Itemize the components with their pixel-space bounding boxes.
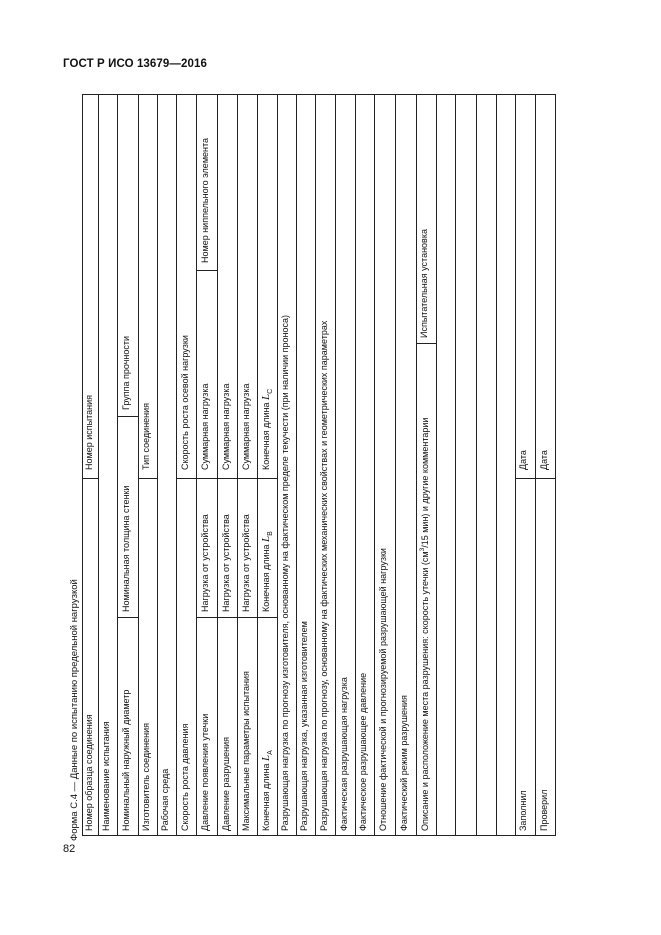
cell-max-total-load: Суммарная нагрузка <box>241 383 251 470</box>
cell-divider <box>82 478 99 479</box>
col-line <box>515 94 516 836</box>
col-line <box>157 94 158 836</box>
col-line <box>138 94 139 836</box>
col-line <box>374 94 375 836</box>
cell-pressure-rate: Скорость роста давления <box>180 723 190 831</box>
cell-nipple-number: Номер ниппельного элемента <box>200 137 210 263</box>
col-line <box>416 94 417 836</box>
cell-leak-device-load: Нагрузка от устройства <box>200 514 210 612</box>
col-line <box>315 94 316 836</box>
cell-divider <box>416 343 436 344</box>
col-line <box>455 94 456 836</box>
cell-max-device-load: Нагрузка от устройства <box>241 514 251 612</box>
cell-checked: Проверил <box>539 789 549 831</box>
cell-burst-pressure: Давление разрушения <box>221 737 231 831</box>
cell-date-2: Дата <box>539 450 549 470</box>
cell-divider <box>117 416 138 417</box>
cell-connection-type: Тип соединения <box>141 402 151 470</box>
cell-nominal-diameter: Номинальный наружный диаметр <box>121 689 131 831</box>
cell-burst-device-load: Нагрузка от устройства <box>221 514 231 612</box>
document-header-title: ГОСТ Р ИСО 13679—2016 <box>63 58 208 70</box>
cell-divider <box>257 617 277 618</box>
cell-divider <box>196 478 217 479</box>
col-line <box>196 94 197 836</box>
col-line <box>277 94 278 836</box>
col-line <box>296 94 297 836</box>
cell-divider <box>117 617 138 618</box>
cell-manufacturer-load: Разрушающая нагрузка, указанная изготовителем <box>299 621 309 831</box>
col-line <box>436 94 437 836</box>
col-line <box>98 94 99 836</box>
cell-divider <box>515 478 556 479</box>
cell-filled: Заполнил <box>518 790 528 831</box>
cell-divider <box>217 617 237 618</box>
cell-work-medium: Рабочая среда <box>160 768 170 831</box>
cell-nominal-wall: Номинальная толщина стенки <box>121 485 131 612</box>
cell-max-params: Максимальные параметры испытания <box>241 671 251 831</box>
cell-final-length-a: Конечная длина $L_A$ <box>260 750 274 831</box>
cell-ratio: Отношение фактической и прогнозируемой разрушающей нагрузки <box>378 548 388 831</box>
col-line <box>476 94 477 836</box>
cell-divider <box>196 270 217 271</box>
cell-failure-mode: Фактический режим разрушения <box>399 695 409 831</box>
cell-leak-pressure: Давление появления утечки <box>200 713 210 831</box>
cell-manufacturer: Изготовитель соединения <box>141 722 151 831</box>
cell-test-number: Номер испытания <box>84 395 94 470</box>
cell-final-length-b: Конечная длина $L_B$ <box>260 531 274 612</box>
form-caption: Форма С.4 — Данные по испытанию предельной нагрузкой <box>69 579 80 841</box>
cell-test-rig: Испытательная установка <box>419 229 429 338</box>
cell-burst-total-load: Суммарная нагрузка <box>221 383 231 470</box>
col-line <box>335 94 336 836</box>
cell-leak-total-load: Суммарная нагрузка <box>200 383 210 470</box>
col-line <box>257 94 258 836</box>
cell-final-length-c: Конечная длина $L_C$ <box>260 388 274 470</box>
col-line <box>496 94 497 836</box>
cell-description: Описание и расположение места разрушения: скорость утечки ($см^3/15$ мин) и другие комментарии <box>419 417 430 831</box>
cell-strength-group: Группа прочности <box>121 335 131 410</box>
cell-actual-burst-load: Фактическая разрушающая нагрузка <box>339 677 349 831</box>
cell-divider <box>196 617 217 618</box>
col-line <box>237 94 238 836</box>
cell-actual-burst-pressure: Фактическое разрушающее давление <box>358 672 368 831</box>
cell-divider <box>138 478 157 479</box>
cell-divider <box>176 478 196 479</box>
col-line <box>535 94 536 836</box>
col-line <box>355 94 356 836</box>
cell-divider <box>237 478 257 479</box>
col-line <box>217 94 218 836</box>
col-line <box>117 94 118 836</box>
cell-test-name: Наименование испытания <box>101 721 111 831</box>
cell-date-1: Дата <box>518 450 528 470</box>
cell-divider <box>217 478 237 479</box>
cell-sample-number: Номер образца соединения <box>84 714 94 831</box>
cell-divider <box>237 617 257 618</box>
cell-forecast-properties: Разрушающая нагрузка по прогнозу, основанному на фактических механических свойствах и геометрических параметрах <box>319 320 329 831</box>
cell-forecast-manufacturer: Разрушающая нагрузка по прогнозу изготовителя, основанному на фактическом пределе текучести (при наличии проноса) <box>280 315 290 831</box>
cell-axial-rate: Скорость роста осевой нагрузки <box>180 335 190 470</box>
col-line <box>395 94 396 836</box>
col-line <box>176 94 177 836</box>
page-number: 82 <box>63 843 76 855</box>
cell-divider <box>257 478 277 479</box>
